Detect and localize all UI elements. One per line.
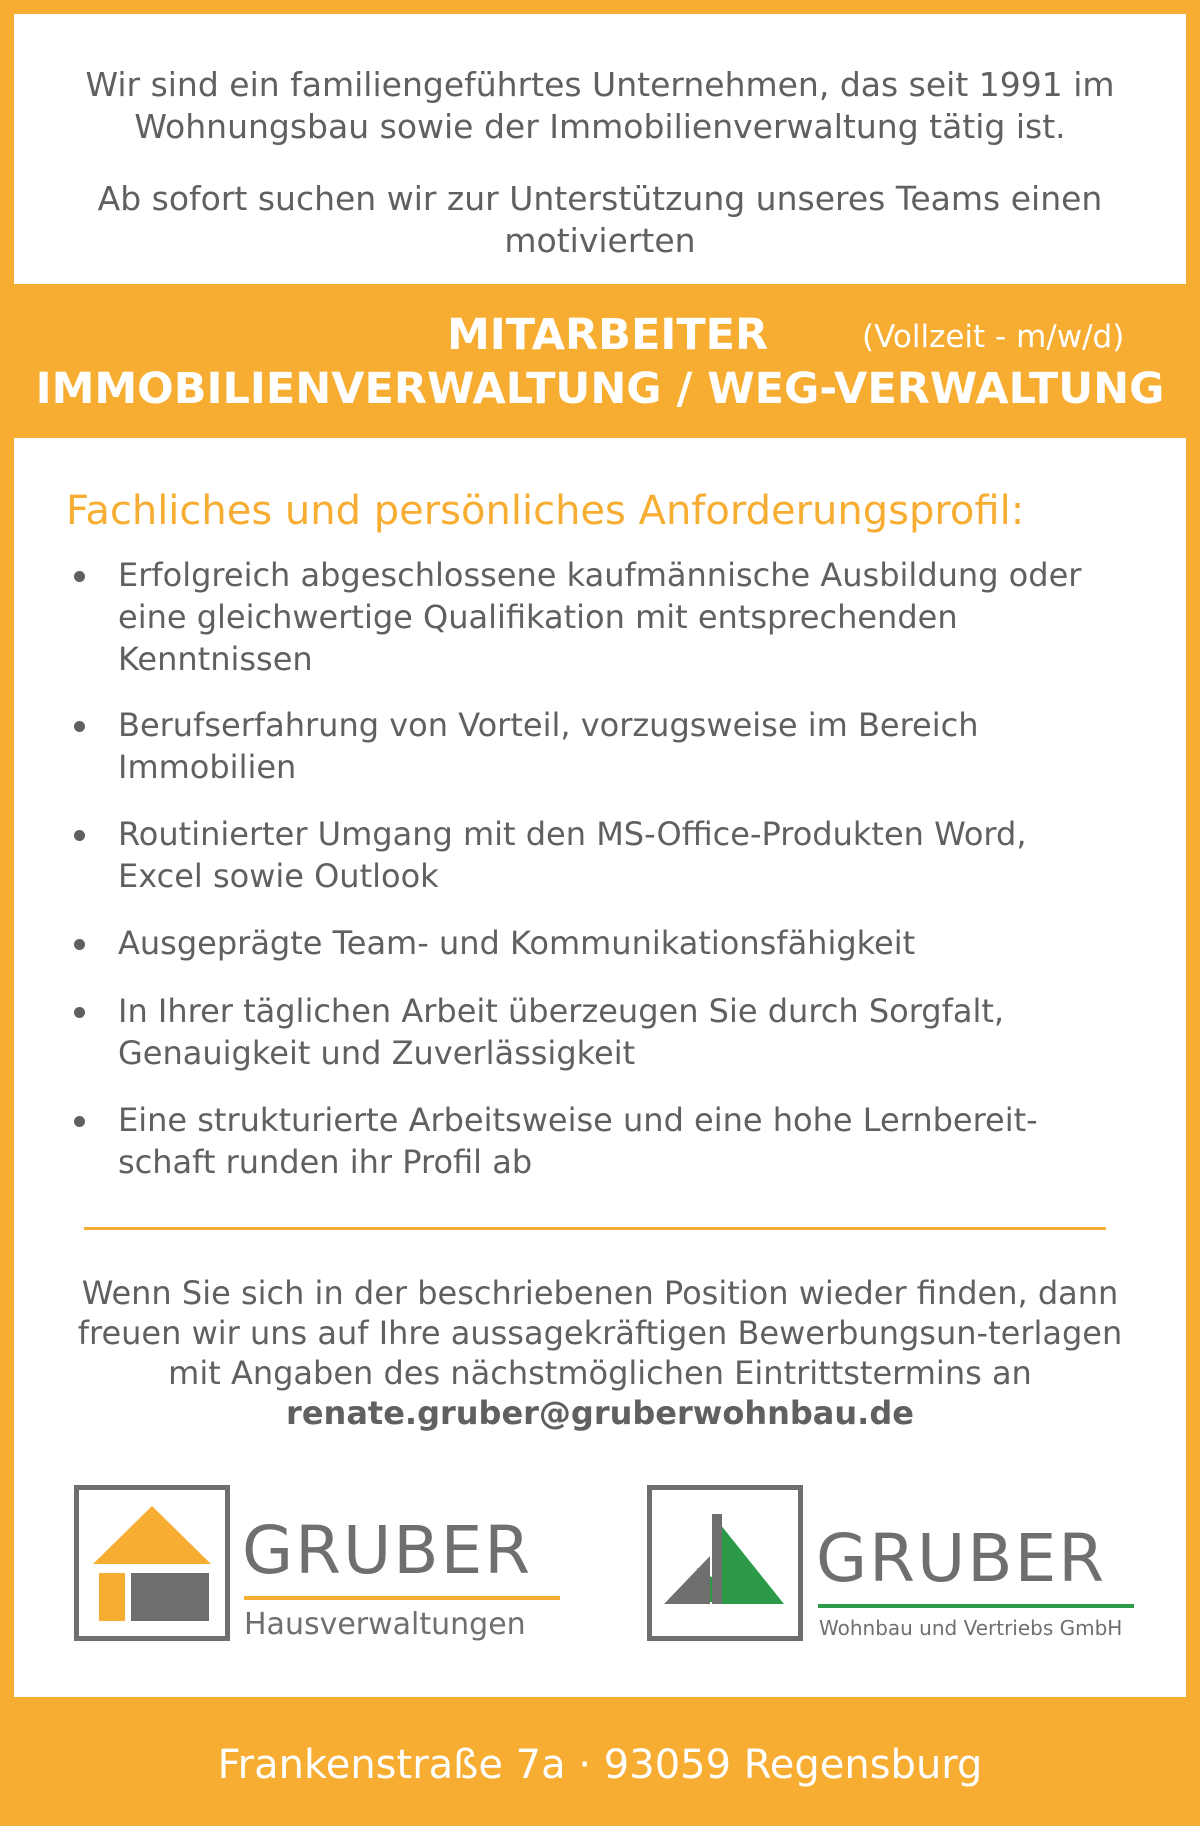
footer-address: Frankenstraße 7a · 93059 Regensburg: [217, 1742, 983, 1788]
bullet-icon: [74, 721, 85, 732]
logo-hausverwaltungen-name: GRUBER: [242, 1512, 533, 1589]
logo-wohnbau-tagline: Wohnbau und Vertriebs GmbH: [819, 1616, 1123, 1640]
intro-card: [14, 14, 1186, 284]
requirements-heading: Fachliches und persönliches Anforderungsprofil:: [66, 488, 1025, 534]
closing-paragraph: [64, 1273, 1136, 1433]
requirement-text: Berufserfahrung von Vorteil, vorzugsweise im Bereich Immobilien: [118, 706, 979, 786]
logo-wohnbau-name: GRUBER: [816, 1520, 1107, 1597]
intro-paragraph-search: Ab sofort suchen wir zur Unterstützung unseres Teams einen motivierten: [97, 179, 1103, 260]
requirement-text: Erfolgreich abgeschlossene kaufmännische Ausbildung oder eine gleichwertige Qualifikation mit entsprechenden Kenntnissen: [118, 556, 1082, 678]
requirement-text: In Ihrer täglichen Arbeit überzeugen Sie durch Sorgfalt, Genauigkeit und Zuverlässigkeit: [118, 992, 1005, 1072]
main-card: [14, 438, 1186, 1697]
employment-type: (Vollzeit - m/w/d): [862, 319, 1125, 355]
bullet-icon: [74, 1116, 85, 1127]
intro-paragraph-company: Wir sind ein familiengeführtes Unternehmen, das seit 1991 im Wohnungsbau sowie der Immobilienverwaltung tätig ist.: [85, 65, 1115, 146]
bullet-icon: [74, 1007, 85, 1018]
job-title-role: MITARBEITER: [447, 310, 769, 360]
job-title-line2: IMMOBILIENVERWALTUNG / WEG-VERWALTUNG: [35, 364, 1165, 414]
closing-text: Wenn Sie sich in der beschriebenen Position wieder finden, dann freuen wir uns auf Ihre aussagekräftigen Bewerbungsun-terlagen mit Angaben des nächstmöglichen Eintrittstermins an: [77, 1274, 1123, 1392]
section-divider: [84, 1227, 1106, 1230]
requirement-text: Eine strukturierte Arbeitsweise und eine hohe Lernbereit-schaft runden ihr Profil ab: [118, 1101, 1038, 1181]
logo-wohnbau-rule: [818, 1604, 1134, 1608]
bullet-icon: [74, 939, 85, 950]
house-icon: [74, 1485, 230, 1641]
contact-email-link[interactable]: renate.gruber@gruberwohnbau.de: [286, 1394, 914, 1432]
logo-hausverwaltungen-tagline: Hausverwaltungen: [244, 1607, 526, 1642]
bullet-icon: [74, 830, 85, 841]
logo-hausverwaltungen-rule: [244, 1596, 560, 1600]
requirement-text: Ausgeprägte Team- und Kommunikationsfähigkeit: [118, 924, 916, 962]
building-triangle-icon: [647, 1485, 803, 1641]
bullet-icon: [74, 571, 85, 582]
requirement-text: Routinierter Umgang mit den MS-Office-Produkten Word, Excel sowie Outlook: [118, 815, 1027, 895]
